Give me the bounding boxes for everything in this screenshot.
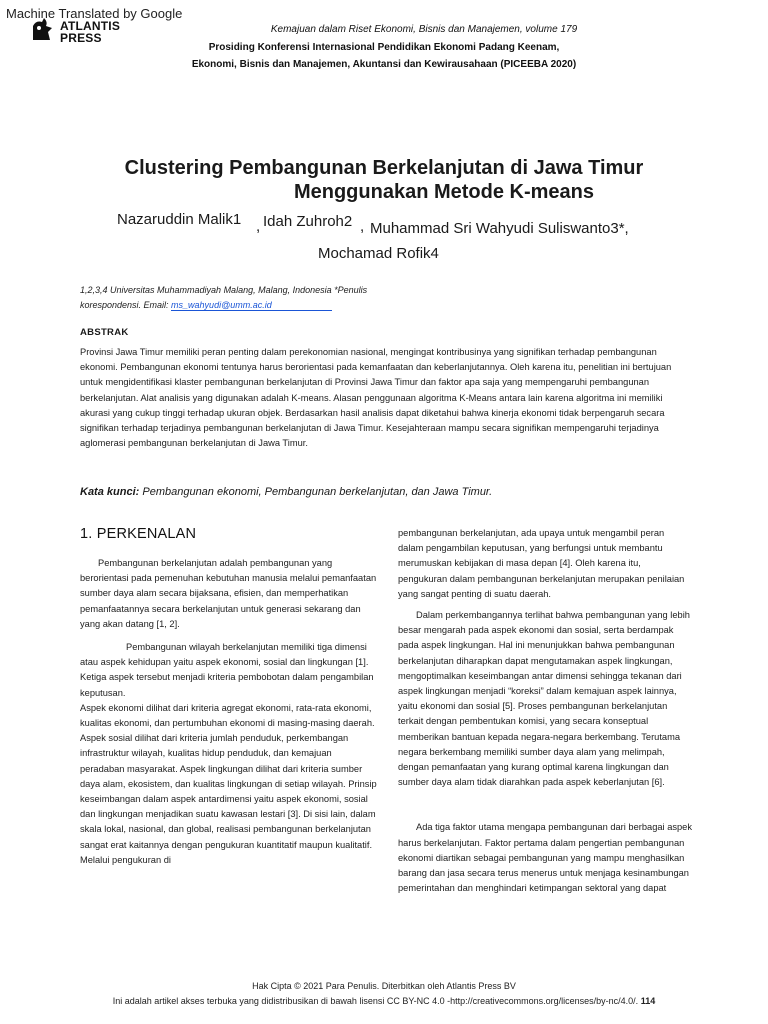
affiliation-line-2 [80, 298, 410, 313]
abstract-heading: ABSTRAK [80, 327, 129, 338]
left-column [80, 556, 378, 868]
author-3: Muhammad Sri Wahyudi Suliswanto3*, [370, 220, 629, 237]
conference-line-1: Prosiding Konferensi Internasional Pendidikan Ekonomi Padang Keenam, [208, 42, 560, 53]
author-4: Mochamad Rofik4 [318, 245, 439, 262]
paragraph: pembangunan berkelanjutan, ada upaya untuk mengambil peran dalam pengambilan keputusan, yang berfungsi untuk membantu merumuskan kebijakan di masa depan [4]. Oleh karena itu, pengukuran dalam pembangunan berkelanjutan merupakan penilaian yang sangat penting di suatu daerah. [398, 528, 685, 599]
corresponding-email-link[interactable]: ms_wahyudi@umm.ac.id [171, 300, 332, 311]
page-number: 114 [640, 996, 656, 1006]
affiliation-line-1: 1,2,3,4 Universitas Muhammadiyah Malang, Malang, Indonesia *Penulis [80, 285, 368, 295]
abstract-text: Provinsi Jawa Timur memiliki peran penting dalam perekonomian nasional, mengingat kontribusinya yang signifikan terhadap pembangunan ekonomi. Pembangunan ekonomi tentunya harus berorientasi pada kemanfaatan dan keberlanjutannya. Oleh karena itu, penelitian ini bertujuan untuk mengidentifikasi klaster pembangunan berkelanjutan di Provinsi Jawa Timur dan faktor apa saja yang mempengaruhi pembangunan berkelanjutan. Alat analisis yang digunakan adalah K-means. Alasan penggunaan algoritma K-Means antara lain karena algoritma ini memiliki akurasi yang cukup tinggi terhadap ukuran objek. Berdasarkan hasil analisis dapat diketahui bahwa kinerja ekonomi tidak berpengaruh secara signifikan terhadap terjadinya pembangunan berkelanjutan di Jawa Timur. Kesejahteraan mampu secara signifikan mempengaruhi terjadinya aglomerasi pembangunan berkelanjutan di Jawa Timur. [80, 347, 672, 449]
author-separator: , [360, 218, 365, 235]
right-column [398, 526, 692, 896]
keywords [80, 486, 492, 498]
section-heading-introduction: 1. PERKENALAN [80, 526, 197, 542]
paragraph: Pembangunan wilayah berkelanjutan memiliki tiga dimensi atau aspek kehidupan yaitu aspek ekonomi, sosial dan lingkungan [1]. Ketiga aspek tersebut menjadi kriteria pembobotan dalam pengambilan keputusan. [80, 642, 374, 698]
copyright-footer: Hak Cipta © 2021 Para Penulis. Diterbitkan oleh Atlantis Press BV [252, 981, 516, 991]
paragraph: Aspek ekonomi dilihat dari kriteria agregat ekonomi, rata-rata ekonomi, kualitas ekonomi, dan pertumbuhan ekonomi di masing-masing daerah. Aspek sosial dilihat dari kriteria jumlah penduduk, perkembangan infrastruktur wilayah, kualitas hidup penduduk, dan kemajuan peradaban masyarakat. Aspek lingkungan dilihat dari kriteria sumber daya alam, ekosistem, dan kualitas lingkungan di setiap wilayah. Prinsip keseimbangan dalam aspek antardimensi yaitu aspek ekonomi, sosial dan lingkungan menjadikan suatu kawasan lestari [3]. Di sisi lain, dalam skala lokal, nasional, dan global, realisasi pembangunan berkelanjutan sangat erat kaitannya dengan pengukuran kuantitatif maupun kualitatif. Melalui pengukuran di [80, 702, 377, 865]
affiliation [80, 283, 410, 313]
license-footer [0, 996, 768, 1006]
paragraph: Ada tiga faktor utama mengapa pembangunan dari berbagai aspek harus berkelanjutan. Faktor pertama dalam pengertian pembangunan ekonomi diartikan sebagai pembangunan yang mampu menghasilkan barang dan jasa secara terus menerus untuk menjaga kesinambungan pemerintahan dan menghindari ketimpangan sektoral yang dapat [398, 822, 692, 894]
paragraph: Pembangunan berkelanjutan adalah pembangunan yang berorientasi pada pemenuhan kebutuhan manusia melalui pemanfaatan sumber daya alam secara bijaksana, efisien, dan memperhatikan pemanfaatannya secara berkelanjutan untuk generasi sekarang dan yang akan datang [1, 2]. [80, 558, 377, 629]
logo-line-1: ATLANTIS [60, 19, 121, 33]
keywords-text: Pembangunan ekonomi, Pembangunan berkelanjutan, dan Jawa Timur. [142, 486, 493, 498]
machine-translated-badge: Machine Translated by Google [6, 6, 183, 21]
author-2: Idah Zuhroh2 [263, 213, 353, 230]
paper-title-line-1: Clustering Pembangunan Berkelanjutan di Jawa Timur [124, 157, 644, 179]
keywords-label: Kata kunci: [80, 486, 140, 498]
paragraph: Dalam perkembangannya terlihat bahwa pembangunan yang lebih besar mengarah pada aspek ekonomi dan sosial, serta berdampak pada aspek lingkungan. Hal ini menunjukkan bahwa pembangunan berkelanjutan diharapkan dapat mengutamakan aspek lingkungan, mengoptimalkan keseimbangan antar dimensi sehingga tekanan dari aspek lingkungan menjadi “koreksi” dalam kemajuan aspek lainnya, yaitu ekonomi dan sosial [5]. Proses pembangunan berkelanjutan terkait dengan pembentukan komisi, yang secara konseptual memberikan bantuan kepada negara-negara berkembang. Terutama negara berkembang memiliki sumber daya alam yang melimpah, dengan pemanfaatan yang kurang optimal karena lingkungan dan sumber daya alam tidak diarahkan pada aspek keberlanjutan [6]. [398, 610, 690, 788]
logo-line-2: PRESS [60, 31, 102, 45]
journal-header: Kemajuan dalam Riset Ekonomi, Bisnis dan Manajemen, volume 179 [270, 24, 578, 35]
author-1: Nazaruddin Malik1 [117, 211, 242, 228]
affiliation-prefix: korespondensi. Email: [80, 300, 172, 310]
license-text: Ini adalah artikel akses terbuka yang didistribusikan di bawah lisensi CC BY-NC 4.0 -http://creativecommons.org/licenses/by-nc/4.0/. [112, 996, 639, 1006]
paper-title-line-2: Menggunakan Metode K-means [293, 181, 595, 203]
author-separator: , [256, 218, 261, 235]
conference-line-2: Ekonomi, Bisnis dan Manajemen, Akuntansi dan Kewirausahaan (PICEEBA 2020) [191, 59, 577, 70]
